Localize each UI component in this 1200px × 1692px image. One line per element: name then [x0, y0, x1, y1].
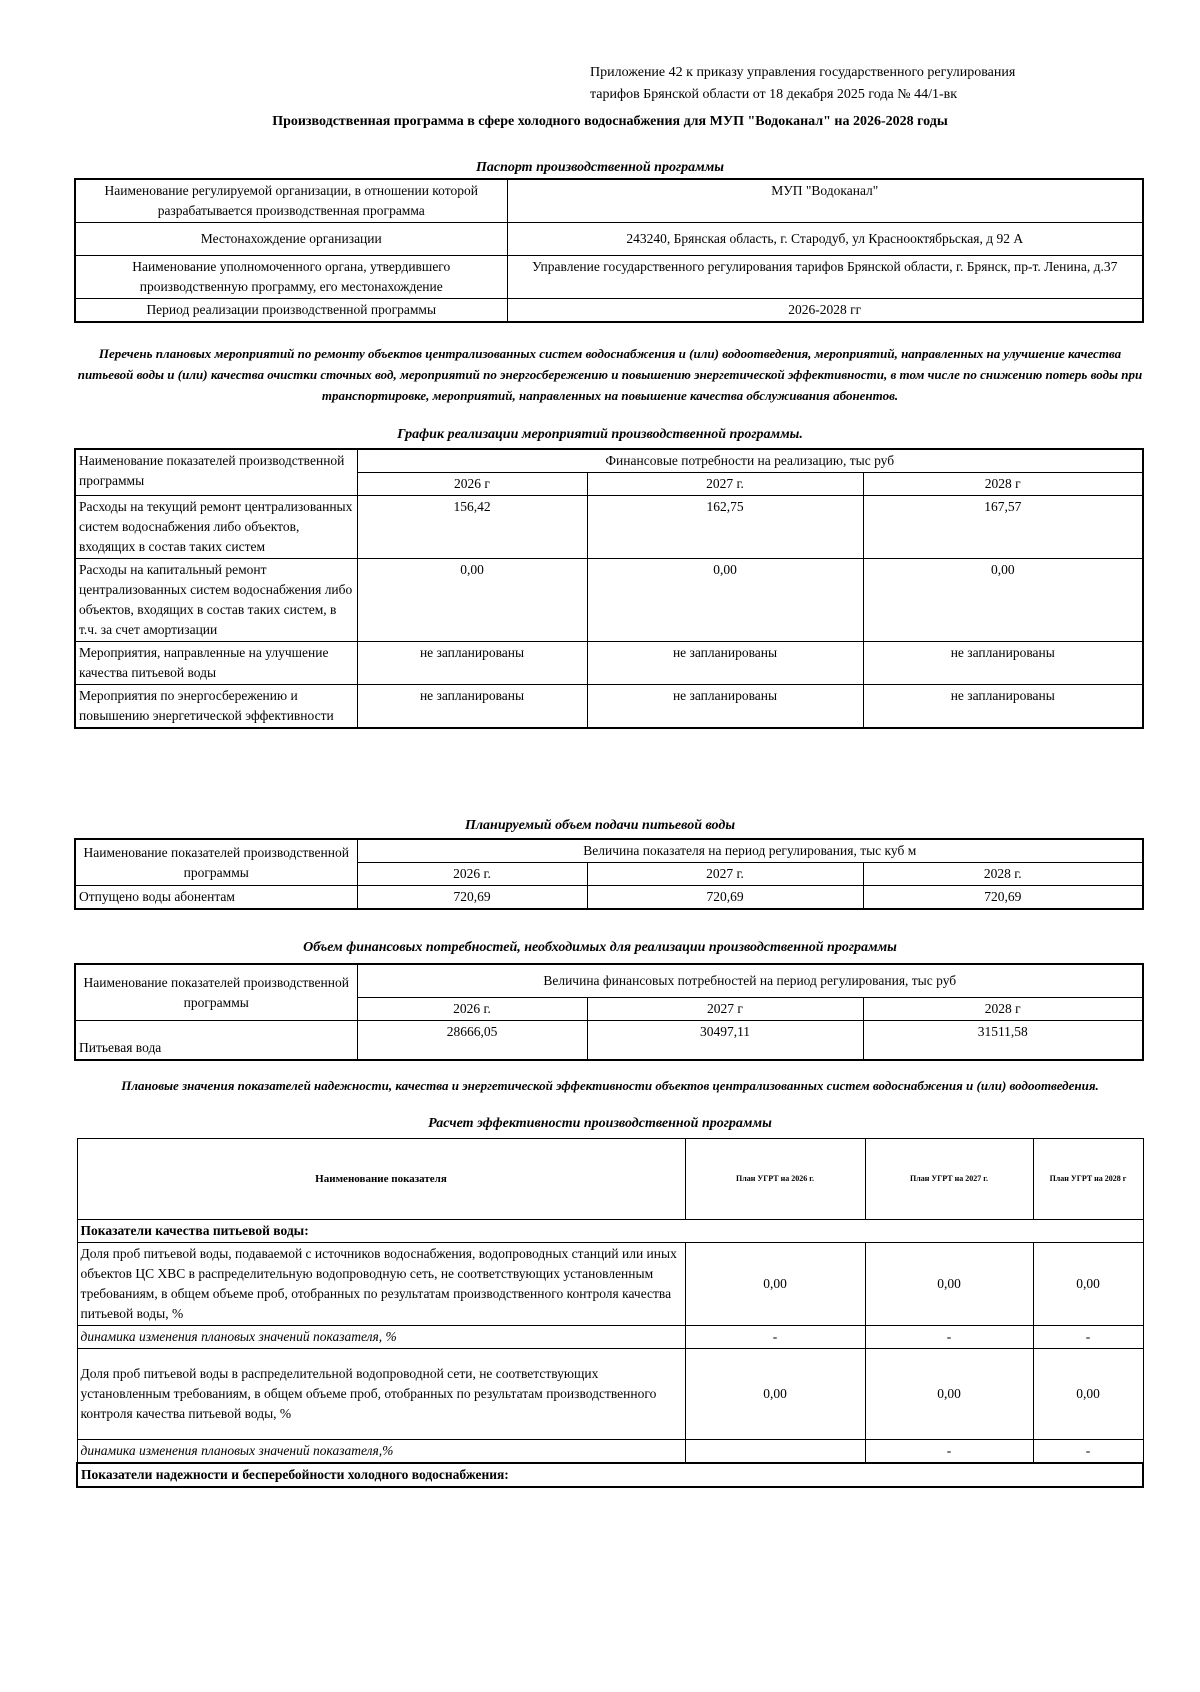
passport-label: Наименование уполномоченного органа, утвердившего производственную программу, его местонахождение: [75, 256, 507, 299]
measures-intro: Перечень плановых мероприятий по ремонту объектов централизованных систем водоснабжения и (или) водоотведения, мероприятий, направленных на улучшение качества питьевой воды и (или) качества очистки сточных вод, мероприятий по энергосбережению и повышению энергетической эффективности, в том числе по снижению потерь воды при транспортировке, мероприятий, направленных на повышение качества обслуживания абонентов.: [77, 346, 1143, 403]
passport-title: Паспорт производственной программы: [475, 160, 725, 175]
appendix-line-1: Приложение 42 к приказу управления государственного регулирования: [590, 65, 1016, 80]
indicators-table: [76, 1138, 1144, 1488]
table-row: [75, 886, 1143, 910]
table-row: [75, 559, 1143, 642]
measures-col-group: Финансовые потребности на реализацию, тыс руб: [357, 449, 1143, 473]
quality-section-header: Показатели качества питьевой воды:: [77, 1220, 1143, 1243]
indicator-value: 0,00: [1033, 1243, 1143, 1326]
passport-label: Местонахождение организации: [75, 223, 507, 256]
indicator-name: Доля проб питьевой воды, подаваемой с источников водоснабжения, водопроводных станций или иных объектов ЦС ХВС в распределительную водопроводную сеть, не соответствующих установленным требованиям, в общем объеме проб, отобранных по результатам производственного контроля качества питьевой воды, %: [77, 1243, 685, 1326]
finance-year: 2028 г: [863, 998, 1143, 1021]
table-row: [77, 1349, 1143, 1440]
passport-row: [75, 179, 1143, 223]
measure-value: 0,00: [863, 559, 1143, 642]
indicator-value: 0,00: [865, 1243, 1033, 1326]
measure-name: Расходы на капитальный ремонт централизованных систем водоснабжения либо объектов, входящих в состав таких систем, в т.ч. за счет амортизации: [75, 559, 357, 642]
indicators-title: Плановые значения показателей надежности, качества и энергетической эффективности объектов централизованных систем водоснабжения и (или) водоотведения.: [121, 1078, 1099, 1093]
indicators-col-plan: План УГРТ на 2026 г.: [685, 1139, 865, 1220]
volume-row-name: Отпущено воды абонентам: [75, 886, 357, 910]
indicator-value: 0,00: [685, 1243, 865, 1326]
finance-value: 31511,58: [863, 1021, 1143, 1061]
measure-value: 162,75: [587, 496, 863, 559]
passport-row: [75, 256, 1143, 299]
finance-col-name: Наименование показателей производственной программы: [75, 964, 357, 1021]
table-row: [75, 642, 1143, 685]
passport-label: Период реализации производственной программы: [75, 299, 507, 323]
appendix-note: [590, 62, 1130, 106]
measure-value: не запланированы: [357, 685, 587, 729]
volume-value: 720,69: [357, 886, 587, 910]
measure-value: не запланированы: [357, 642, 587, 685]
dynamics-value: [685, 1440, 865, 1464]
measure-value: 0,00: [587, 559, 863, 642]
passport-table: [74, 178, 1144, 323]
finance-col-group: Величина финансовых потребностей на период регулирования, тыс руб: [357, 964, 1143, 998]
measures-year: 2026 г: [357, 473, 587, 496]
passport-label: Наименование регулируемой организации, в отношении которой разрабатывается производственная программа: [75, 179, 507, 223]
volume-col-group: Величина показателя на период регулирования, тыс куб м: [357, 839, 1143, 863]
volume-value: 720,69: [587, 886, 863, 910]
indicators-col-plan: План УГРТ на 2027 г.: [865, 1139, 1033, 1220]
measure-value: не запланированы: [863, 685, 1143, 729]
volume-year: 2027 г.: [587, 863, 863, 886]
finance-row-name: Питьевая вода: [75, 1021, 357, 1061]
dynamics-value: -: [865, 1440, 1033, 1464]
measures-year: 2027 г.: [587, 473, 863, 496]
indicator-value: 0,00: [685, 1349, 865, 1440]
indicator-value: 0,00: [1033, 1349, 1143, 1440]
table-row: [75, 685, 1143, 729]
finance-year: 2026 г.: [357, 998, 587, 1021]
volume-title: Планируемый объем подачи питьевой воды: [464, 818, 736, 833]
finance-title: Объем финансовых потребностей, необходимых для реализации производственной программы: [303, 940, 897, 955]
measure-value: 167,57: [863, 496, 1143, 559]
indicator-name: Доля проб питьевой воды в распределительной водопроводной сети, не соответствующих установленным требованиям, в общем объеме проб, отобранных по результатам производственного контроля качества питьевой воды, %: [77, 1349, 685, 1440]
measure-value: не запланированы: [587, 642, 863, 685]
measures-table: [74, 448, 1144, 729]
passport-value: МУП "Водоканал": [507, 179, 1143, 223]
dynamics-value: -: [685, 1326, 865, 1349]
measure-name: Мероприятия, направленные на улучшение качества питьевой воды: [75, 642, 357, 685]
measure-value: 0,00: [357, 559, 587, 642]
efficiency-title: Расчет эффективности производственной программы: [428, 1116, 772, 1131]
finance-value: 30497,11: [587, 1021, 863, 1061]
finance-table: [74, 963, 1144, 1061]
measure-name: Расходы на текущий ремонт централизованных систем водоснабжения либо объектов, входящих в состав таких систем: [75, 496, 357, 559]
dynamics-value: -: [1033, 1326, 1143, 1349]
document-title: Производственная программа в сфере холодного водоснабжения для МУП "Водоканал" на 2026-2028 годы: [272, 114, 948, 129]
dynamics-label: динамика изменения плановых значений показателя,%: [77, 1440, 685, 1464]
passport-row: [75, 299, 1143, 323]
finance-year: 2027 г: [587, 998, 863, 1021]
passport-value: 243240, Брянская область, г. Стародуб, ул Краснооктябрьская, д 92 А: [507, 223, 1143, 256]
passport-value: Управление государственного регулирования тарифов Брянской области, г. Брянск, пр-т. Ленина, д.37: [507, 256, 1143, 299]
table-row: [77, 1243, 1143, 1326]
passport-row: [75, 223, 1143, 256]
volume-col-name: Наименование показателей производственной программы: [75, 839, 357, 886]
volume-year: 2026 г.: [357, 863, 587, 886]
table-row: [77, 1440, 1143, 1464]
volume-year: 2028 г.: [863, 863, 1143, 886]
appendix-line-2: тарифов Брянской области от 18 декабря 2025 года № 44/1-вк: [590, 87, 958, 102]
measure-value: 156,42: [357, 496, 587, 559]
volume-value: 720,69: [863, 886, 1143, 910]
volume-table: [74, 838, 1144, 910]
dynamics-value: -: [865, 1326, 1033, 1349]
measure-name: Мероприятия по энергосбережению и повышению энергетической эффективности: [75, 685, 357, 729]
table-row: [75, 1021, 1143, 1061]
dynamics-value: -: [1033, 1440, 1143, 1464]
dynamics-label: динамика изменения плановых значений показателя, %: [77, 1326, 685, 1349]
measures-col-name: Наименование показателей производственной программы: [75, 449, 357, 496]
passport-value: 2026-2028 гг: [507, 299, 1143, 323]
table-row: [77, 1326, 1143, 1349]
indicators-col-name: Наименование показателя: [77, 1139, 685, 1220]
finance-value: 28666,05: [357, 1021, 587, 1061]
indicator-value: 0,00: [865, 1349, 1033, 1440]
measure-value: не запланированы: [863, 642, 1143, 685]
schedule-title: График реализации мероприятий производственной программы.: [397, 427, 803, 442]
reliability-section-header: Показатели надежности и бесперебойности холодного водоснабжения:: [77, 1463, 1143, 1487]
indicators-col-plan: План УГРТ на 2028 г: [1033, 1139, 1143, 1220]
measure-value: не запланированы: [587, 685, 863, 729]
measures-year: 2028 г: [863, 473, 1143, 496]
table-row: [75, 496, 1143, 559]
